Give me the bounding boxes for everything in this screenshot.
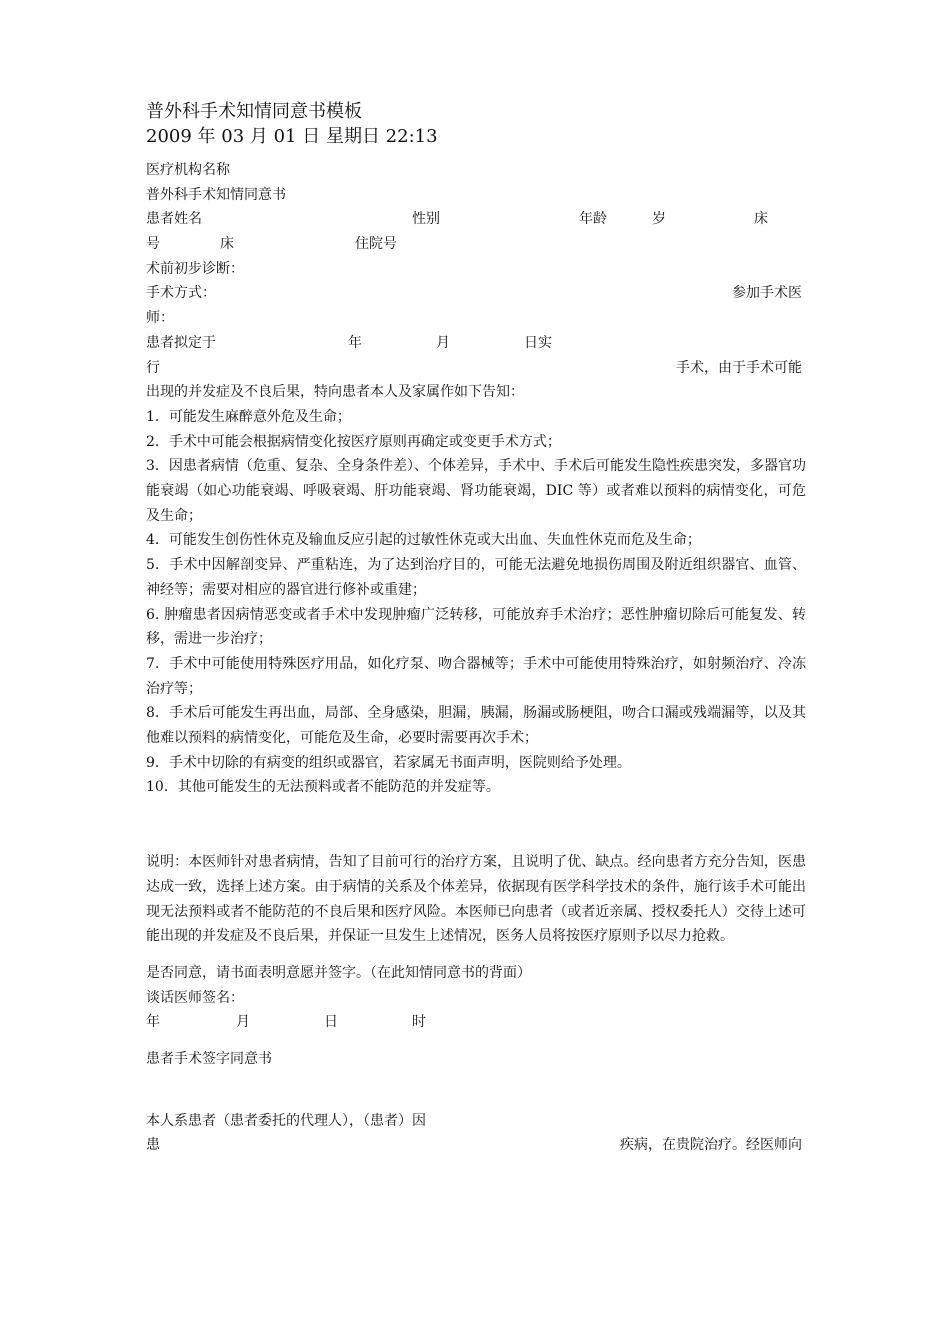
diagnosis-label: 术前初步诊断： (146, 260, 244, 277)
doctor-sign-line (146, 986, 806, 1011)
doctor-sign-label: 谈话医师签名： (146, 989, 244, 1006)
patient-name-label: 患者姓名 (146, 211, 202, 228)
institution-label: 医疗机构名称 (146, 162, 230, 178)
planned-date-line (146, 331, 806, 356)
planned-year: 年 (348, 334, 362, 351)
sign-date-line (146, 1010, 806, 1035)
form-title: 普外科手术知情同意书 (146, 186, 286, 203)
form-title-line (146, 183, 806, 208)
sign-hour: 时 (412, 1014, 426, 1031)
gender-label: 性别 (412, 211, 440, 228)
surgery-method-label: 手术方式： (146, 285, 216, 302)
institution-line (146, 158, 806, 183)
surgery-possible-text: 手术，由于手术可能 (676, 359, 802, 376)
risk-item: 6. 肿瘤患者因病情恶变或者手术中发现肿瘤广泛转移，可能放弃手术治疗；恶性肿瘤切除后可能复发、转移，需进一步治疗； (146, 606, 806, 648)
risk-item: 3．因患者病情（危重、复杂、全身条件差）、个体差异，手术中、手术后可能发生隐性疾患突发，多器官功能衰竭（如心功能衰竭、呼吸衰竭、肝功能衰竭、肾功能衰竭，DIC 等）或者难以预料的病情变化，可危及生命； (146, 458, 806, 524)
ward-bed-label: 床 (220, 236, 234, 253)
risk-item: 5．手术中因解剖变异、严重粘连，为了达到治疗目的，可能无法避免地损伤周围及附近组织器官、血管、神经等；需要对相应的器官进行修补或重建； (146, 557, 806, 598)
risk-item: 7．手术中可能使用特殊医疗用品，如化疗泵、吻合器械等；手术中可能使用特殊治疗，如射频治疗、冷冻治疗等； (146, 655, 806, 697)
patient-section-title-line (146, 1047, 806, 1072)
implement-char: 行 (146, 359, 160, 376)
risk-item: 1．可能发生麻醉意外危及生命； (146, 408, 351, 425)
notice-intro-line (146, 380, 806, 405)
sign-year: 年 (146, 1014, 160, 1031)
risk-item: 10．其他可能发生的无法预料或者不能防范的并发症等。 (146, 779, 500, 796)
patient-info-line (146, 207, 806, 232)
patient-statement: 本人系患者（患者委托的代理人），（患者）因 (146, 1112, 426, 1129)
document-header (146, 99, 438, 149)
risk-item: 2．手术中可能会根据病情变化按医疗原则再确定或变更手术方式； (146, 433, 561, 450)
planned-day: 日实 (524, 334, 552, 351)
planned-label: 患者拟定于 (146, 334, 216, 351)
sign-day: 日 (324, 1014, 338, 1031)
patient-disease-text: 疾病，在贵院治疗。经医师向 (620, 1137, 802, 1154)
age-label: 年龄 (579, 211, 607, 228)
consent-form (146, 158, 806, 1158)
risk-item: 8．手术后可能发生再出血，局部、全身感染，胆漏，胰漏，肠漏或肠梗阻，吻合口漏或残端漏等，以及其他难以预料的病情变化，可能危及生命，必要时需要再次手术； (146, 705, 806, 747)
document-title: 普外科手术知情同意书模板 (146, 101, 362, 122)
patient-statement-line (146, 1109, 806, 1134)
planned-month: 月 (436, 334, 450, 351)
participating-doctor-label: 参加手术医 (732, 285, 802, 302)
agree-text: 是否同意，请书面表明意愿并签字。（在此知情同意书的背面） (146, 964, 531, 981)
risk-item: 9．手术中切除的有病变的组织或器官，若家属无书面声明，医院则给予处理。 (146, 754, 631, 771)
document-datetime: 2009 年 03 月 01 日 星期日 22:13 (146, 126, 438, 147)
doctor-line (146, 306, 806, 331)
bed-label-part1: 床 (754, 211, 768, 228)
agree-line (146, 961, 806, 986)
explanation-paragraph: 说明：本医师针对患者病情，告知了目前可行的治疗方案，且说明了优、缺点。经向患者方充分告知，医患达成一致，选择上述方案。由于病情的关系及个体差异，依据现有医学科学技术的条件，施行该手术可能出现无法预料或者不能防范的不良后果和医疗风险。本医师已向患者（或者近亲属、授权委托人）交待上述可能出现的并发症及不良后果，并保证一旦发生上述情况，医务人员将按医疗原则予以尽力抢救。 (146, 854, 806, 945)
sign-month: 月 (236, 1014, 250, 1031)
participating-doctor-label-cont: 师： (146, 310, 174, 327)
bed-line (146, 232, 806, 257)
implement-line (146, 356, 806, 381)
surgery-method-line (146, 281, 806, 306)
bed-label-part2: 号 (146, 236, 160, 253)
patient-disease-prefix: 患 (146, 1137, 160, 1154)
risk-item: 4．可能发生创伤性休克及输血反应引起的过敏性休克或大出血、失血性休克而危及生命； (146, 532, 701, 549)
notice-intro: 出现的并发症及不良后果，特向患者本人及家属作如下告知： (146, 384, 524, 401)
inpatient-no-label: 住院号 (355, 236, 397, 253)
patient-disease-line (146, 1133, 806, 1158)
diagnosis-line (146, 257, 806, 282)
patient-section-title: 患者手术签字同意书 (146, 1051, 272, 1067)
age-unit: 岁 (652, 211, 666, 228)
